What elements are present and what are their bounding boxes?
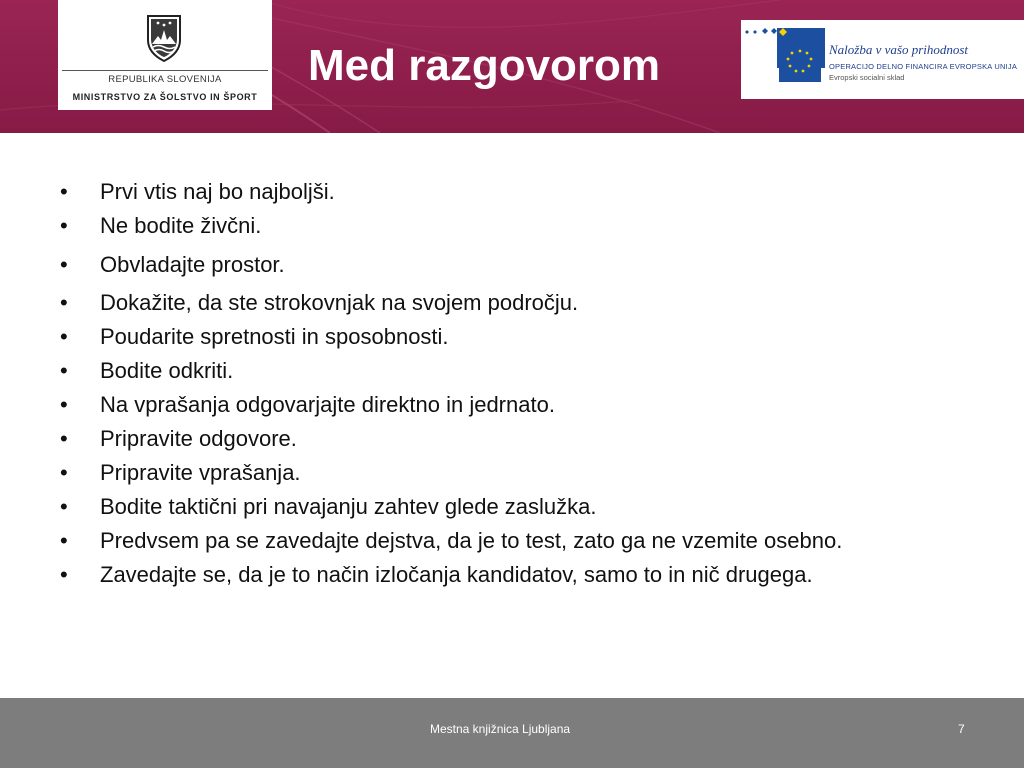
bullet-dot: • (60, 460, 68, 485)
bullet-text: Bodite taktični pri navajanju zahtev glede zaslužka. (100, 494, 597, 519)
bullet-dot: • (60, 324, 68, 349)
bullet-list (58, 180, 978, 597)
bullet-text: Pripravite vprašanja. (100, 460, 301, 485)
bullet-dot: • (60, 290, 68, 315)
list-item (58, 495, 978, 519)
bullet-dot: • (60, 358, 68, 383)
slovenia-coat-of-arms-icon (146, 14, 182, 62)
list-item (58, 253, 978, 277)
bullet-text: Na vprašanja odgovarjajte direktno in jedrnato. (100, 392, 555, 417)
bullet-text: Obvladajte prostor. (100, 252, 285, 277)
list-item (58, 461, 978, 485)
list-item (58, 214, 978, 238)
bullet-dot: • (60, 252, 68, 277)
ministry-logo (58, 0, 272, 110)
footer-bar (0, 698, 1024, 768)
list-item (58, 427, 978, 451)
bullet-dot: • (60, 426, 68, 451)
eu-flag-icon (741, 20, 829, 99)
list-item (58, 180, 978, 204)
ministry-divider (62, 70, 268, 71)
bullet-text: Predvsem pa se zavedajte dejstva, da je to test, zato ga ne vzemite osebno. (100, 528, 843, 553)
list-item (58, 325, 978, 349)
list-item (58, 563, 978, 587)
list-item (58, 393, 978, 417)
bullet-dot: • (60, 494, 68, 519)
bullet-text: Ne bodite živčni. (100, 213, 262, 238)
bullet-text: Pripravite odgovore. (100, 426, 297, 451)
bullet-text: Dokažite, da ste strokovnjak na svojem področju. (100, 290, 579, 315)
list-item (58, 529, 978, 553)
bullet-dot: • (60, 392, 68, 417)
eu-funding-text: OPERACIJO DELNO FINANCIRA EVROPSKA UNIJA (829, 62, 1018, 71)
eu-fund-name-text: Evropski socialni sklad (829, 73, 905, 82)
header-band (0, 0, 1024, 133)
list-item (58, 291, 978, 315)
bullet-text: Zavedajte se, da je to način izločanja kandidatov, samo to in nič drugega. (100, 562, 813, 587)
bullet-text: Prvi vtis naj bo najboljši. (100, 179, 335, 204)
bullet-dot: • (60, 179, 68, 204)
bullet-text: Poudarite spretnosti in sposobnosti. (100, 324, 449, 349)
eu-slogan-text: Naložba v vašo prihodnost (829, 42, 969, 57)
eu-funding-logo (741, 20, 1024, 99)
slide-title: Med razgovorom (308, 41, 661, 90)
ministry-name-text: MINISTRSTVO ZA ŠOLSTVO IN ŠPORT (72, 92, 258, 102)
ministry-republic-text: REPUBLIKA SLOVENIJA (108, 74, 222, 85)
bullet-dot: • (60, 213, 68, 238)
bullet-dot: • (60, 528, 68, 553)
bullet-text: Bodite odkriti. (100, 358, 234, 383)
list-item (58, 359, 978, 383)
page-number: 7 (958, 722, 965, 736)
footer-text: Mestna knjižnica Ljubljana (430, 722, 571, 736)
bullet-dot: • (60, 562, 68, 587)
